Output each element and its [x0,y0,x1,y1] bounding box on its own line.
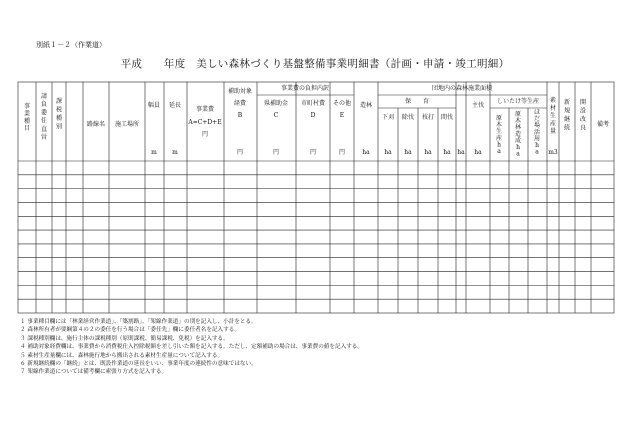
col-ken-hojo: 県補助金 [263,100,289,107]
col-encho: 延長 [168,102,182,109]
note-6: ６ 新規継続欄の「継続」とは、既設作業道の延長をいい、事業年度の連続性の意味ではない。 [20,361,257,368]
page-title: 平成 年度 美しい森林づくり基盤整備事業明細書（計画・申請・竣工明細） [120,58,510,70]
col-genboku: 原木生産 h a [495,115,503,155]
col-sozai-unit: m3 [548,149,558,156]
col-encho-unit: m [172,149,178,156]
col-zorin-unit: ha [362,149,370,156]
col-shubatsu-unit: ha [474,149,482,156]
col-genboku-zosei: 原木林造成 h a [514,111,522,158]
col-hodaba: ほだ場活用 h a [533,109,541,156]
group-futan: 事業費の負担内訳 [280,85,330,92]
group-danchi: 団地内の森林施業面積 [431,85,493,92]
note-3: ３ 課税種別欄は、施行主体の課税種別（原則課税、簡易課税、免税）を記入する。 [20,335,229,342]
col-d-unit: 円 [309,149,317,156]
note-7: ７ 架線作業道については備考欄に索張り方式を記入する。 [20,369,168,376]
note-2: ２ 森林所有者が要綱第４の２の委任を行う場合は「委任先」欄に委任者名を記入する。 [20,327,240,334]
col-shinki: 新規継続 [563,99,571,132]
col-e-unit: 円 [338,149,346,156]
col-edauchi: 枝打 [421,114,435,121]
col-kazei: 課税種別 [55,98,63,131]
col-c-unit: 円 [272,149,280,156]
note-4: ４ 補助対象経費欄は、事業費から消費税仕入控除税額を差し引いた額を記入する。ただし、定額補助の場合は、事業費の値を記入する。 [20,344,363,351]
col-hoiku-unit-3: ha [443,149,451,156]
col-hoiku-unit-2: ha [424,149,432,156]
group-shiitake: しいたけ等生産 [496,98,540,105]
col-jobatsu: 除伐 [401,114,415,121]
col-hoiku-unit-1: ha [404,149,412,156]
col-hoiku: 保 育 [404,98,430,105]
col-d: D [310,112,316,119]
col-kairyo: 開設改良 [579,99,587,132]
col-e: E [339,112,345,119]
col-keihi: 経費 [233,100,247,107]
col-fukuin-unit: m [151,149,157,156]
col-shicho: 市町村費 [300,100,326,107]
col-b: B [237,112,243,119]
col-kanbatsu: 間伐 [440,114,454,121]
notes [20,318,363,377]
col-b-unit: 円 [236,149,244,156]
col-kanbatsu2-unit: ha [457,149,465,156]
col-jigyohi-unit: 円 [201,131,209,138]
note-5: ５ 素材生産量欄には、森林施行地から搬出される素材生産量について記入する。 [20,352,224,359]
col-zorin: 造林 [359,102,373,109]
col-jigyohi-formula: A=C+D+E [188,119,222,126]
col-hoiku-unit-0: ha [384,149,392,156]
col-sozai: 素材生産量 [549,97,557,136]
col-jigyohi: 事業費 [195,106,215,113]
col-shitagari: 下刈 [381,114,395,121]
col-c: C [273,112,279,119]
col-ukeoi: 請負委任直営 [40,93,48,141]
note-1: １ 事業種目欄には「林業経営作業道」、「築割路」、「架線作業道」の別を記入し、小計をとる。 [20,319,257,325]
col-sekou: 施工場所 [114,121,140,128]
form-id: 別紙１－２（作業道） [36,41,106,49]
col-hojo-taisho: 補助対象 [227,88,253,95]
col-biko: 備考 [596,121,610,128]
col-shubatsu: 主伐 [471,102,485,109]
col-sonota: その他 [332,100,352,107]
col-jigyo-shumoku: 事業種目 [23,103,31,133]
col-rosen: 路線名 [86,121,106,128]
col-fukuin: 幅員 [147,102,161,109]
